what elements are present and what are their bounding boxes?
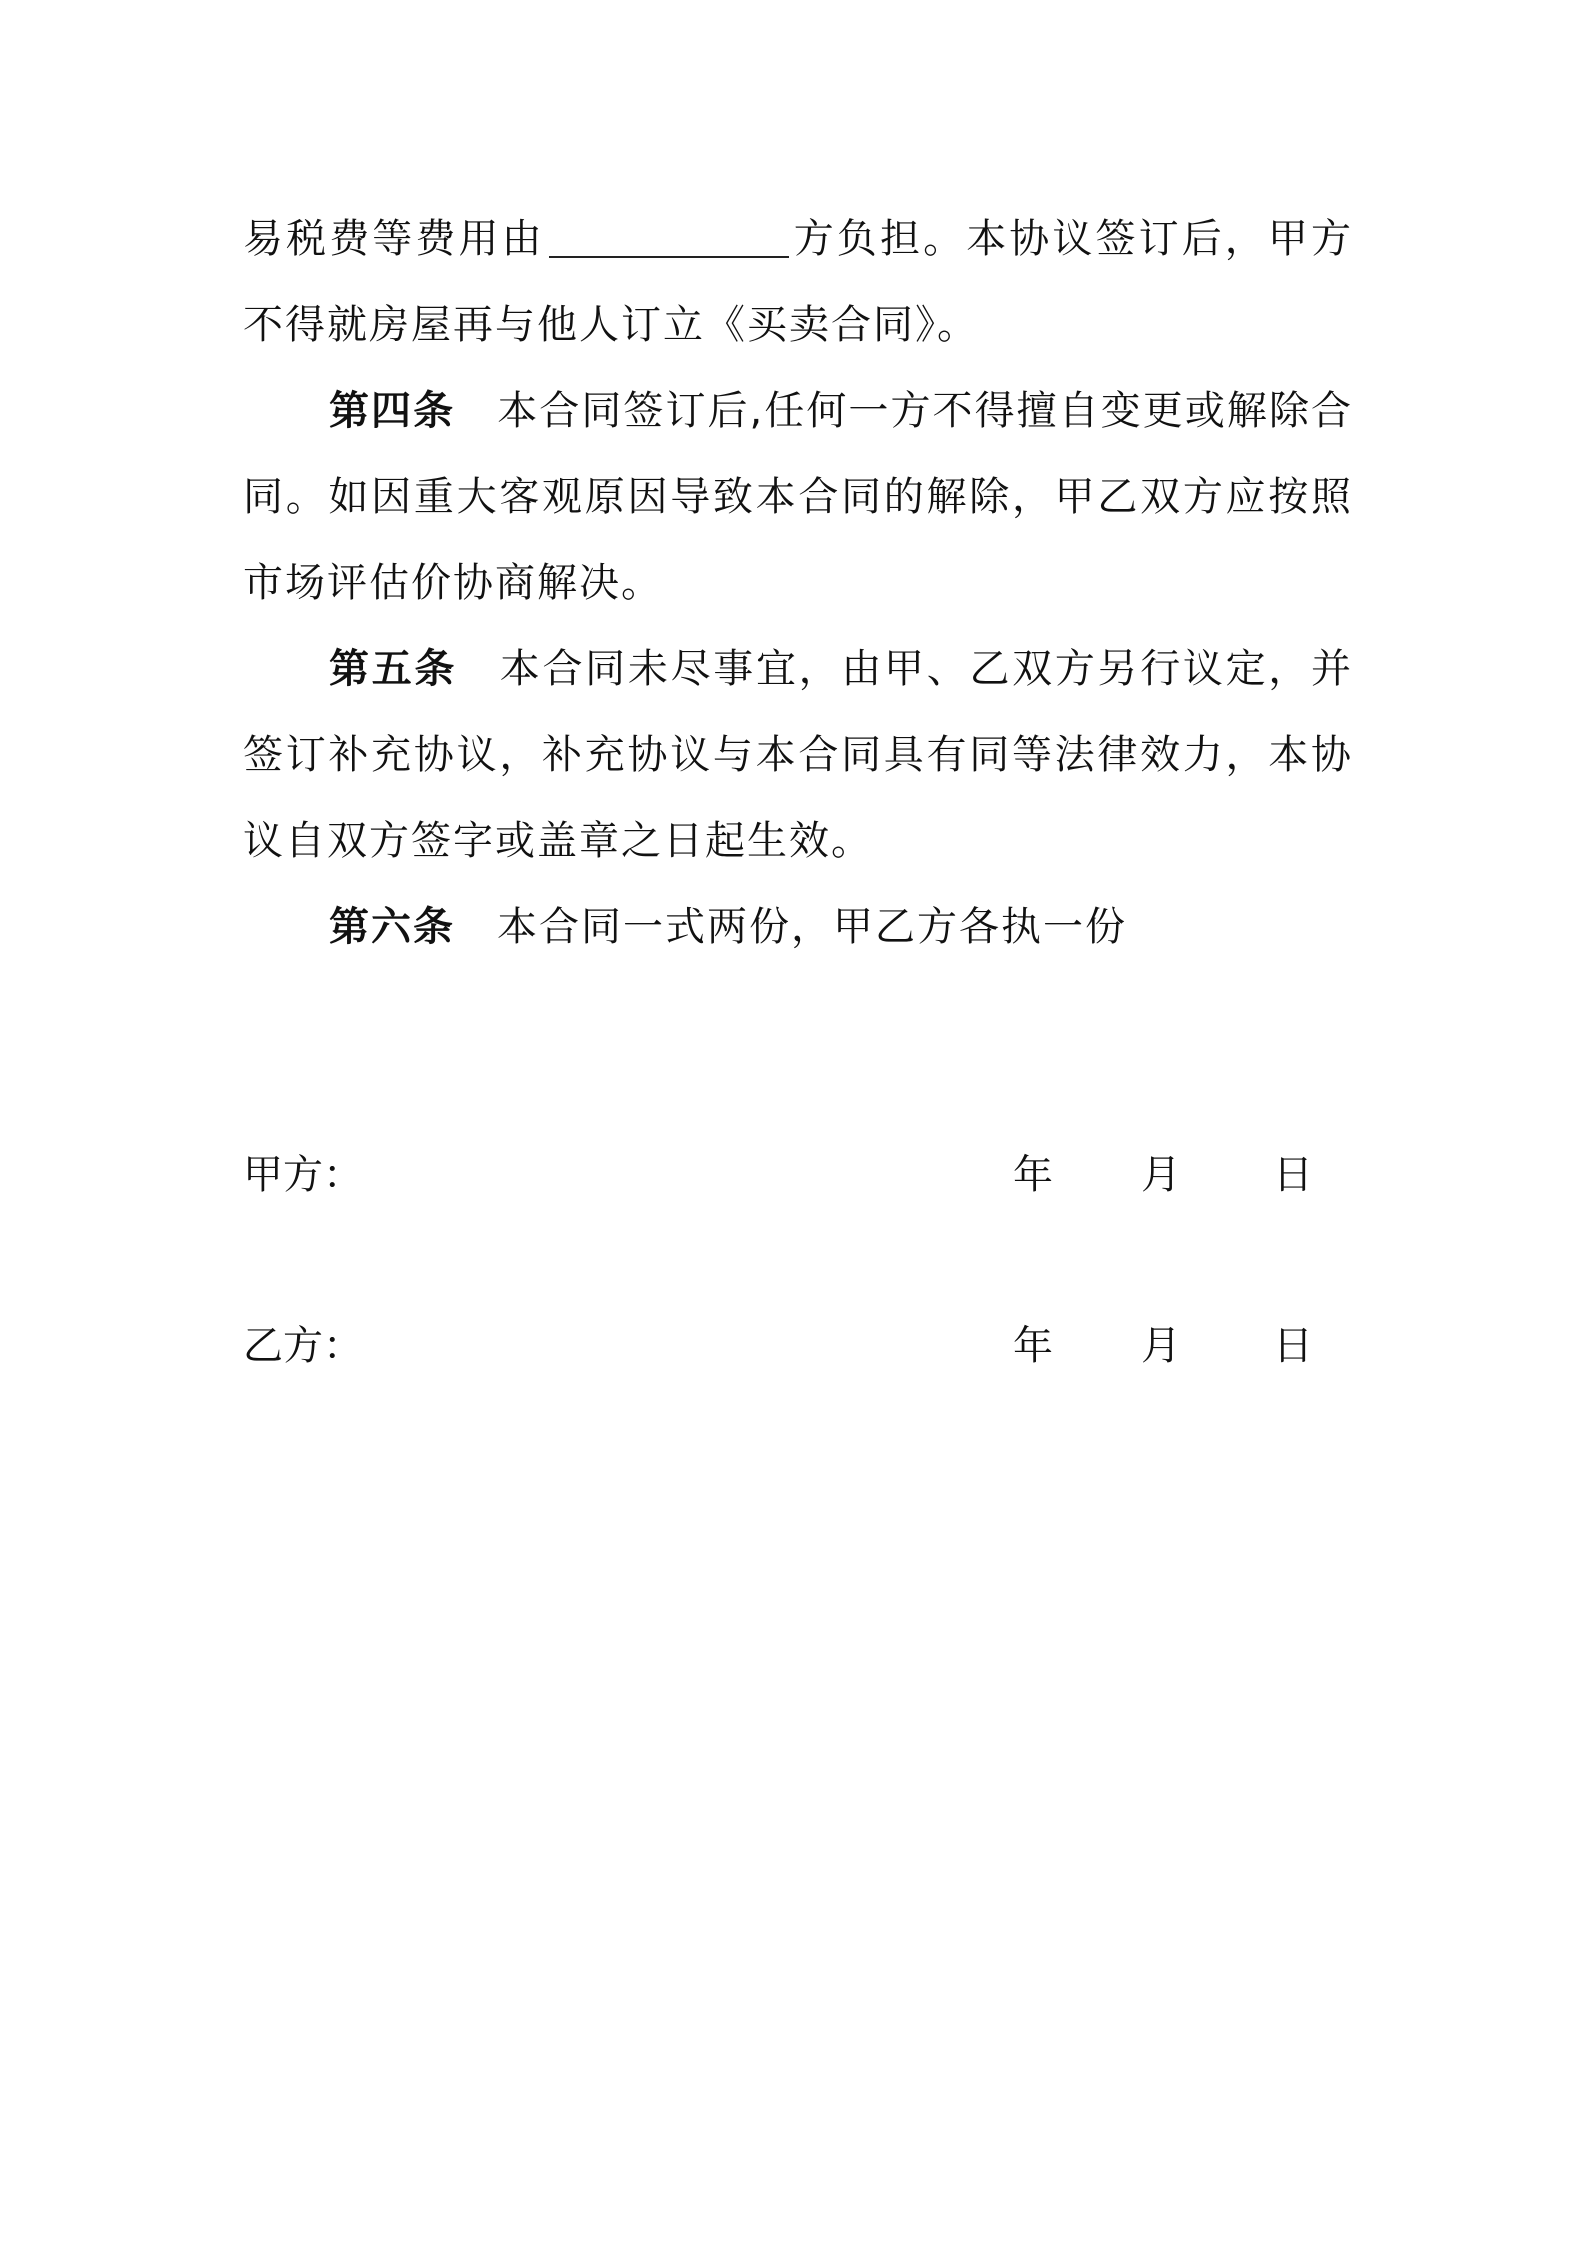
fee-text-before-blank: 易税费等费用由	[243, 216, 545, 262]
party-a-day-label: 日	[1273, 1152, 1313, 1198]
article-6	[243, 884, 1353, 970]
article-6-text: 本合同一式两份，甲乙方各执一份	[497, 904, 1127, 950]
party-b-day-label: 日	[1273, 1323, 1313, 1369]
party-b-month-label: 月	[1141, 1323, 1181, 1369]
party-b-label: 乙方：	[243, 1323, 363, 1369]
article-5	[243, 626, 1353, 884]
party-a-month-label: 月	[1141, 1152, 1181, 1198]
article-5-label: 第五条	[329, 646, 458, 692]
party-a-year-label: 年	[1013, 1152, 1053, 1198]
article-4-text: 本合同签订后,任何一方不得擅自变更或解除合同。如因重大客观原因导致本合同的解除，甲乙双方应按照市场评估价协商解决。	[243, 388, 1354, 606]
party-b-year-label: 年	[1013, 1323, 1053, 1369]
article-6-label: 第六条	[329, 904, 455, 950]
signature-row-party-a	[243, 1145, 1353, 1205]
paragraph-fee-responsibility	[243, 196, 1353, 368]
article-5-text: 本合同未尽事宜，由甲、乙双方另行议定，并签订补充协议，补充协议与本合同具有同等法律效力，本协议自双方签字或盖章之日起生效。	[243, 646, 1354, 864]
article-4	[243, 368, 1353, 626]
signature-row-party-b	[243, 1316, 1353, 1376]
fee-text-after-blank: 方负担。本协议签订后，甲方不得就房屋再与他人订立《买卖合同》。	[243, 216, 1354, 348]
fee-party-blank-field[interactable]	[549, 210, 789, 258]
contract-body	[243, 196, 1353, 970]
party-a-label: 甲方：	[243, 1152, 363, 1198]
article-4-label: 第四条	[329, 388, 456, 434]
